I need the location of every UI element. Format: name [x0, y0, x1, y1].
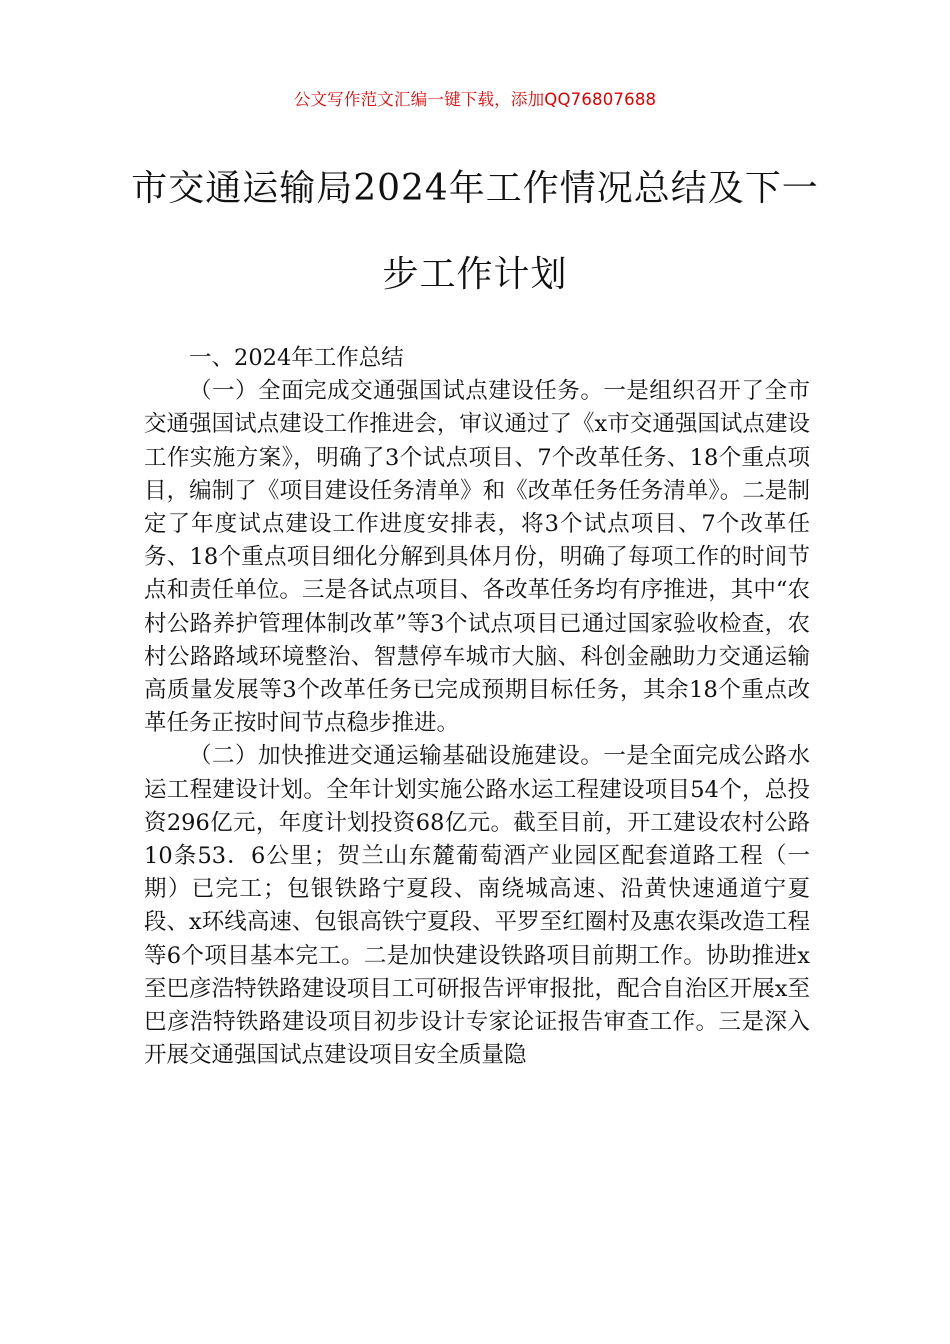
paragraph-1: （一）全面完成交通强国试点建设任务。一是组织召开了全市交通强国试点建设工作推进会，审议通过了《x市交通强国试点建设工作实施方案》，明确了3个试点项目、7个改革任务、18个重点项目，编制了《项目建设任务清单》和《改革任务任务清单》。二是制定了年度试点建设工作进度安排表，将3个试点项目、7个改革任务、18个重点项目细化分解到具体月份，明确了每项工作的时间节点和责任单位。三是各试点项目、各改革任务均有序推进，其中“农村公路养护管理体制改革”等3个试点项目已通过国家验收检查，农村公路路域环境整治、智慧停车城市大脑、科创金融助力交通运输高质量发展等3个改革任务已完成预期目标任务，其余18个重点改革任务正按时间节点稳步推进。: [144, 378, 810, 737]
document-title: [100, 146, 850, 318]
header-note: 公文写作范文汇编一键下载，添加QQ76807688: [293, 90, 657, 109]
paragraph-2: （二）加快推进交通运输基础设施建设。一是全面完成公路水运工程建设计划。全年计划实施公路水运工程建设项目54个，总投资296亿元，年度计划投资68亿元。截至目前，开工建设农村公路10条53．6公里；贺兰山东麓葡萄酒产业园区配套道路工程（一期）已完工；包银铁路宁夏段、南绕城高速、沿黄快速通道宁夏段、x环线高速、包银高铁宁夏段、平罗至红圈村及惠农渠改造工程等6个项目基本完工。二是加快建设铁路项目前期工作。协助推进x至巴彦浩特铁路建设项目工可研报告评审报批，配合自治区开展x至巴彦浩特铁路建设项目初步设计专家论证报告审查工作。三是深入开展交通强国试点建设项目安全质量隐: [144, 743, 810, 1069]
title-line-2: 步工作计划: [382, 254, 568, 295]
section-heading: 一、2024年工作总结: [189, 345, 404, 371]
title-line-1: 市交通运输局2024年工作情况总结及下一: [131, 168, 819, 209]
document-body: [144, 342, 810, 1072]
